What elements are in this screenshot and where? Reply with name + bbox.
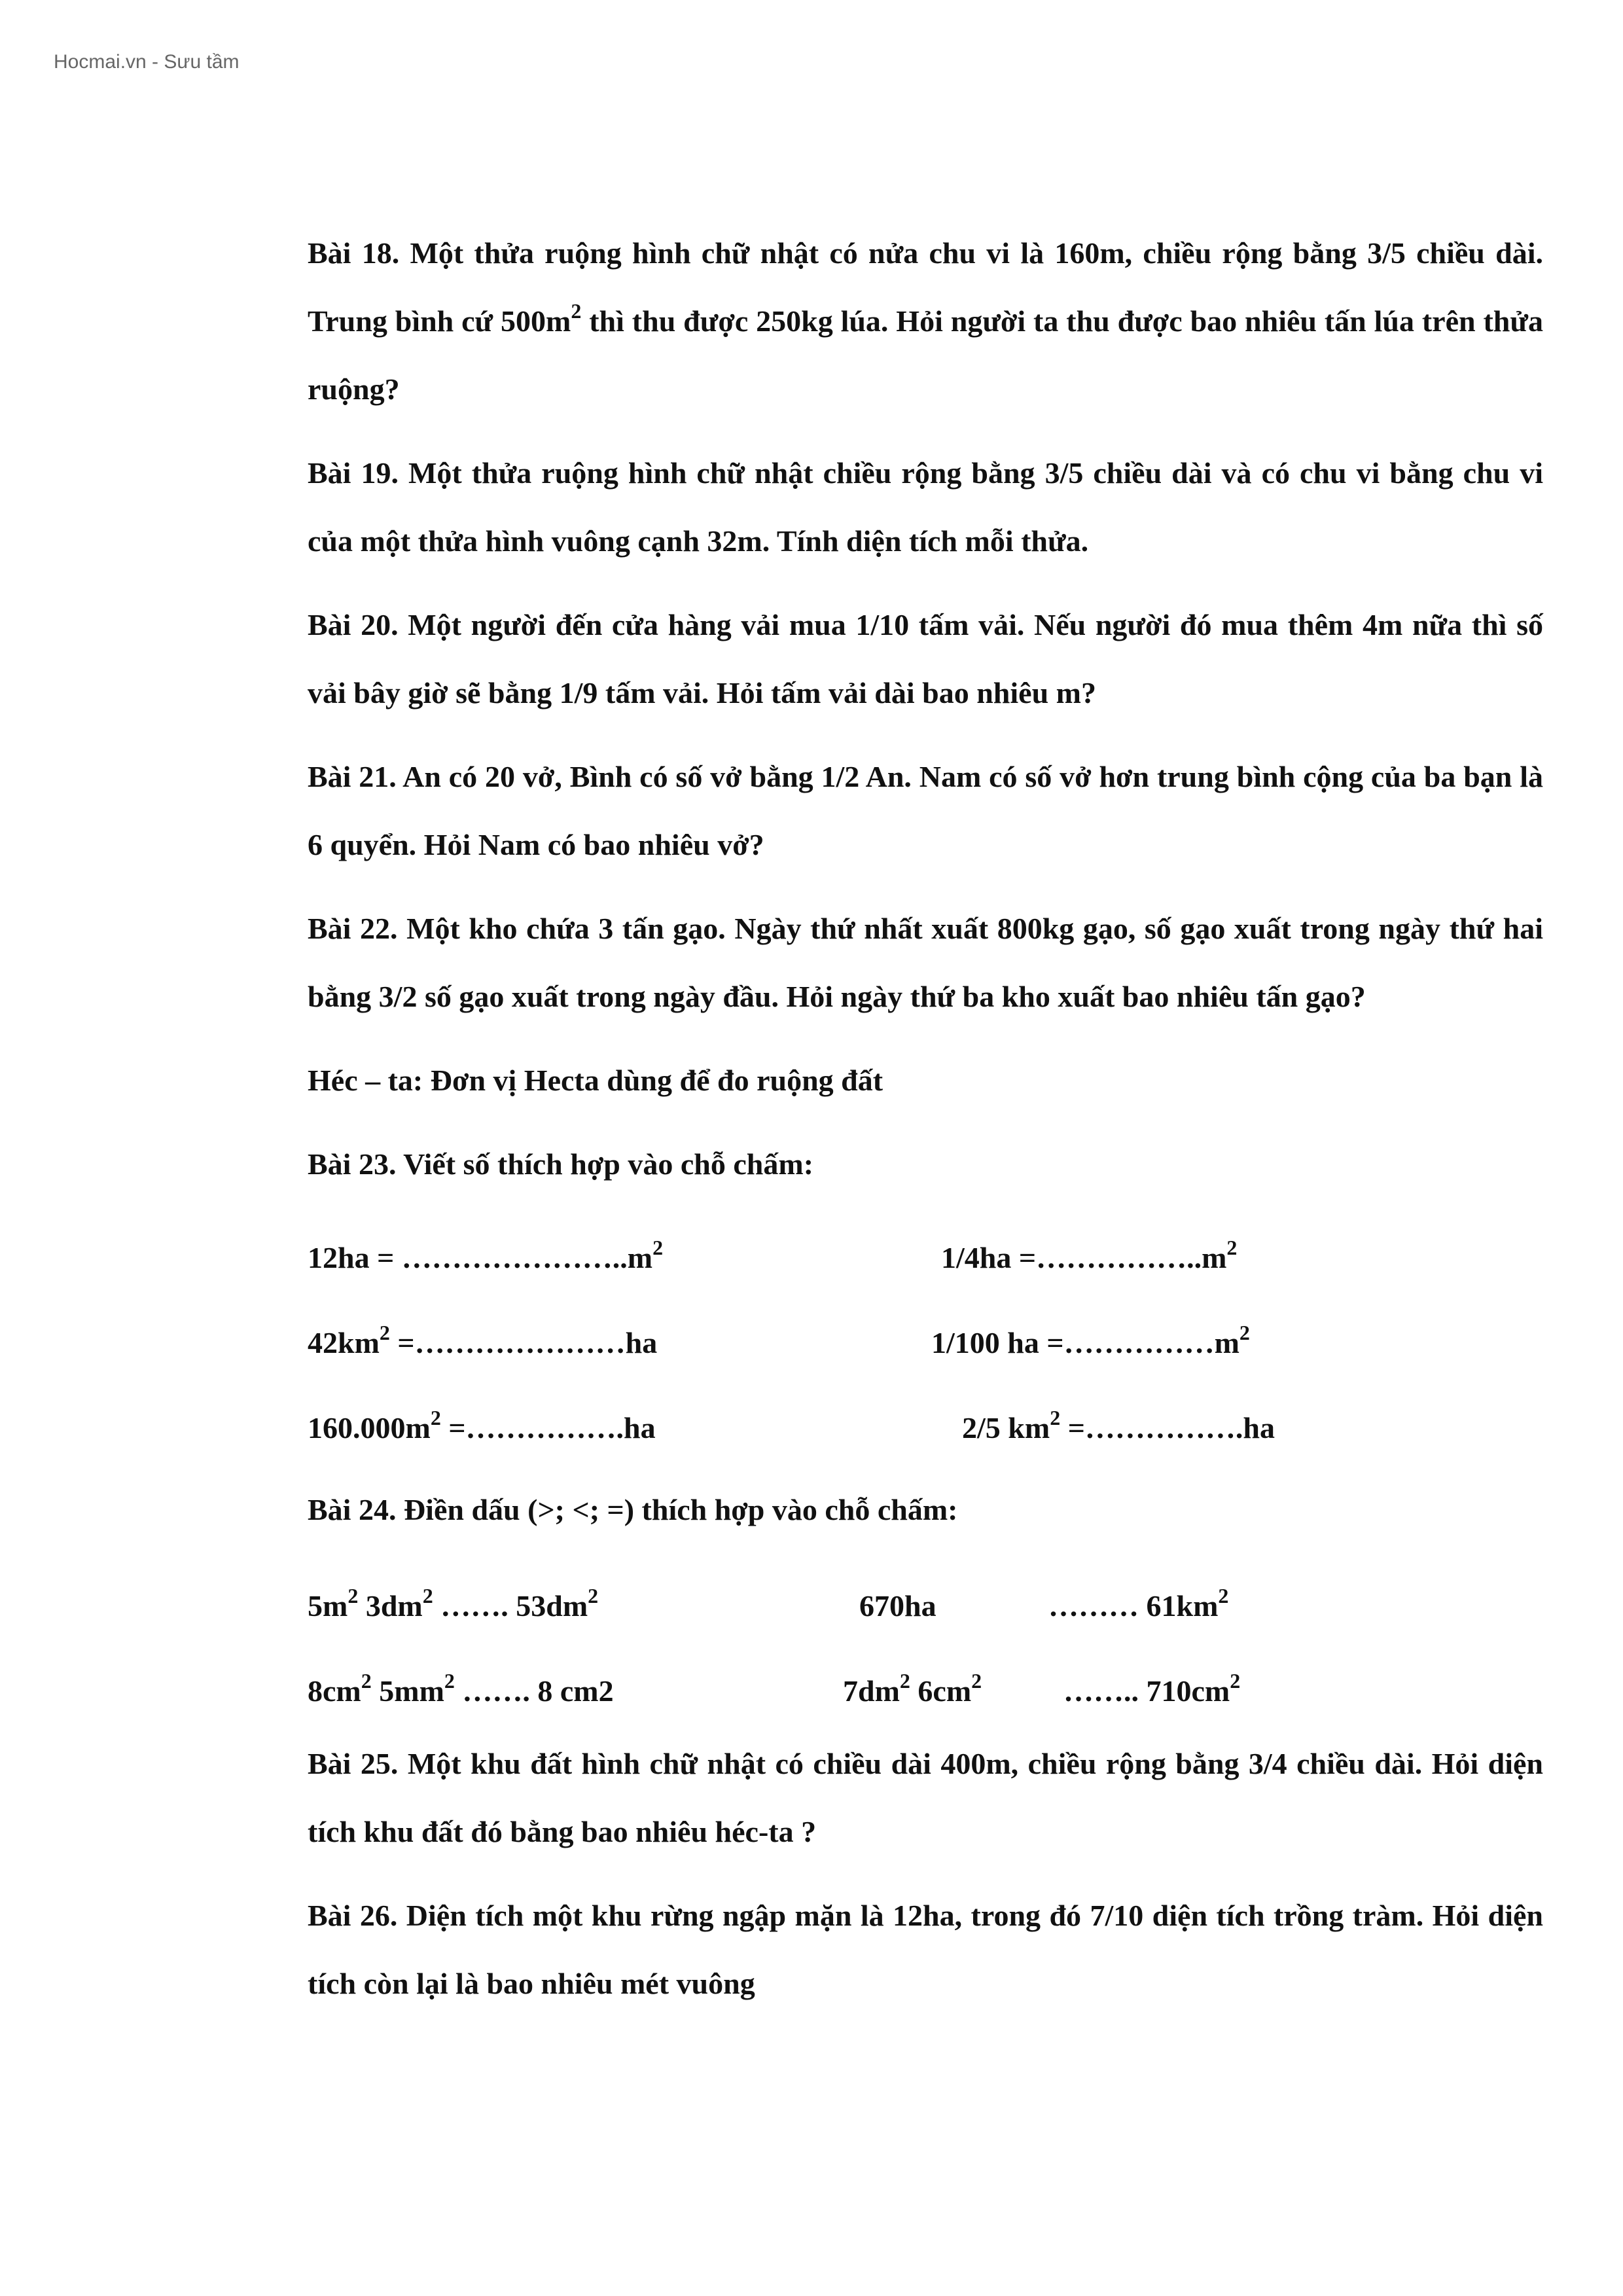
b24-row1-right: ……… $61km^2$ — [1048, 1584, 1229, 1623]
problem-19: Bài 19. Một thửa ruộng hình chữ nhật chiều rộng bằng 3/5 chiều dài và có chu vi bằng chu vi của một thửa hình vuông cạnh 32m. Tính diện tích mỗi thửa. — [308, 456, 1543, 558]
b23-row2-left: $42km^2$ =…………………ha — [308, 1321, 658, 1359]
b24-row2-right: …….. $710cm^2$ — [1063, 1669, 1241, 1708]
problem-20: Bài 20. Một người đến cửa hàng vải mua 1/10 tấm vải. Nếu người đó mua thêm 4m nữa thì số vải bây giờ sẽ bằng 1/9 tấm vải. Hỏi tấm vải dài bao nhiêu m? — [308, 608, 1543, 709]
b23-row1-right: $1/4ha =\dots\dots\dots\dots\dots..m^2$ — [941, 1236, 1238, 1274]
hecta-note: Héc – ta: Đơn vị Hecta dùng để đo ruộng đất — [308, 1064, 883, 1097]
problem-18: Bài 18. Một thửa ruộng hình chữ nhật có nửa chu vi là 160m, chiều rộng bằng 3/5 chiều dài. Trung bình cứ $500m^2$ thì thu được 250kg lúa. Hỏi người ta thu được bao nhiêu tấn lúa trên thửa ruộng? — [308, 236, 1543, 406]
problem-26: Bài 26. Diện tích một khu rừng ngập mặn là 12ha, trong đó 7/10 diện tích trồng tràm. Hỏi diện tích còn lại là bao nhiêu mét vuông — [308, 1899, 1543, 2000]
problem-21: Bài 21. An có 20 vở, Bình có số vở bằng 1/2 An. Nam có số vở hơn trung bình cộng của ba bạn là 6 quyển. Hỏi Nam có bao nhiêu vở? — [308, 760, 1543, 861]
b24-row2-left: $8cm^2$ $5mm^2$ ……. 8 cm2 — [308, 1669, 614, 1708]
b23-row1-left: $12ha = \dots\dots\dots\dots\dots\dots\dots..m^2$ — [308, 1236, 664, 1274]
b24-row — [308, 1564, 1543, 1649]
b24-row1-left: $5m^2$ $3dm^2$ ……. $53dm^2$ — [308, 1584, 599, 1623]
b23-row2-right: 1/100 ha $=\dots\dots\dots\dots\dots m^2$ — [931, 1321, 1250, 1359]
b23-row — [308, 1386, 1543, 1471]
problem-23-title: Bài 23. Viết số thích hợp vào chỗ chấm: — [308, 1147, 814, 1181]
b23-row — [308, 1215, 1543, 1300]
watermark-source: Hocmai.vn - Sưu tầm — [54, 51, 240, 73]
b24-row1-mid: 670ha — [859, 1589, 936, 1623]
problem-22: Bài 22. Một kho chứa 3 tấn gạo. Ngày thứ nhất xuất 800kg gạo, số gạo xuất trong ngày thứ hai bằng 3/2 số gạo xuất trong ngày đầu. Hỏi ngày thứ ba kho xuất bao nhiêu tấn gạo? — [308, 912, 1543, 1013]
b24-row — [308, 1649, 1543, 1734]
b23-row3-right: 2/5 $km^2$ =…………….ha — [962, 1406, 1275, 1444]
b23-row — [308, 1300, 1543, 1386]
problem-24-title: Bài 24. Điền dấu (>; <; =) thích hợp vào chỗ chấm: — [308, 1493, 958, 1526]
b24-row2-mid: $7dm^2$ $6cm^2$ — [843, 1669, 982, 1708]
problem-25: Bài 25. Một khu đất hình chữ nhật có chiều dài 400m, chiều rộng bằng 3/4 chiều dài. Hỏi diện tích khu đất đó bằng bao nhiêu héc-ta ? — [308, 1747, 1543, 1848]
worksheet-body — [308, 219, 1543, 2034]
b23-row3-left: $160.000m^2$ =…………….ha — [308, 1406, 656, 1444]
